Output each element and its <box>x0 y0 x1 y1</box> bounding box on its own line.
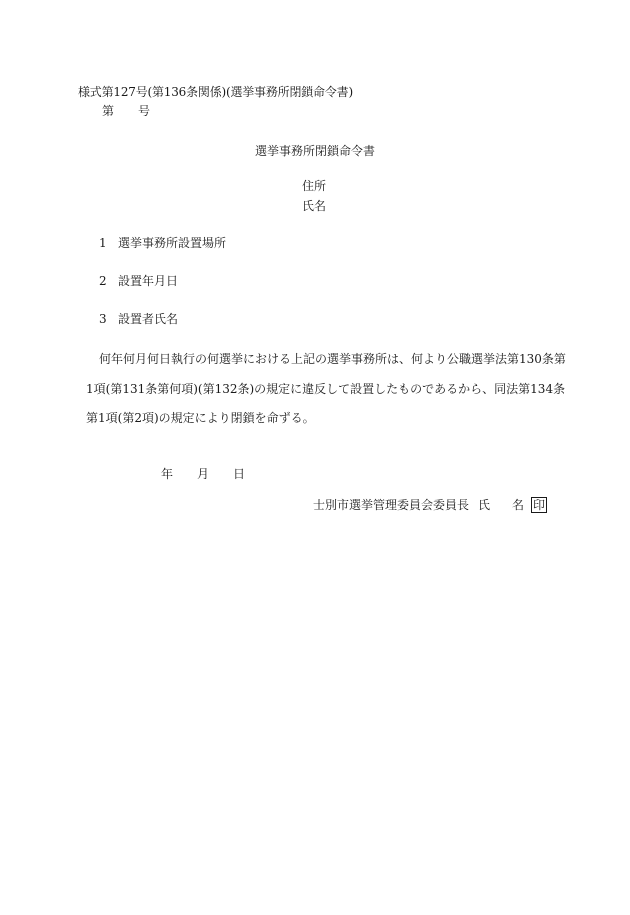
form-label: 様式第127号(第136条関係)(選挙事務所閉鎖命令書) <box>78 85 353 99</box>
body-line-2: 1項(第131条第何項)(第132条)の規定に違反して設置したものであるから、同法第134条 <box>86 382 566 396</box>
number-suffix: 号 <box>138 104 151 118</box>
date-month: 月 <box>197 467 210 481</box>
item-number: 1 <box>99 236 107 250</box>
issuer-title: 士別市選挙管理委員会委員長 <box>313 498 470 512</box>
issuer-name-1: 氏 <box>478 498 491 512</box>
body-line-1: 何年何月何日執行の何選挙における上記の選挙事務所は、何より公職選挙法第130条第 <box>99 352 566 366</box>
seal-mark: 印 <box>533 498 546 512</box>
item-label: 選挙事務所設置場所 <box>118 236 227 250</box>
number-prefix: 第 <box>102 104 115 118</box>
date-year: 年 <box>161 467 174 481</box>
recipient-address-label: 住所 <box>302 179 327 193</box>
item-label: 設置年月日 <box>118 274 179 288</box>
date-day: 日 <box>233 467 246 481</box>
issuer-name-2: 名 <box>512 498 525 512</box>
document-number-line <box>102 105 150 117</box>
item-installer <box>99 313 178 325</box>
document-title: 選挙事務所閉鎖命令書 <box>255 144 376 158</box>
item-number: 2 <box>99 274 107 288</box>
item-location <box>99 237 226 249</box>
recipient-name-label: 氏名 <box>302 199 327 213</box>
body-line-3: 第1項(第2項)の規定により閉鎖を命ずる。 <box>86 411 315 425</box>
item-date <box>99 275 178 287</box>
issue-date <box>161 468 245 480</box>
issuer-line <box>313 497 547 513</box>
item-label: 設置者氏名 <box>118 312 179 326</box>
item-number: 3 <box>99 312 107 326</box>
